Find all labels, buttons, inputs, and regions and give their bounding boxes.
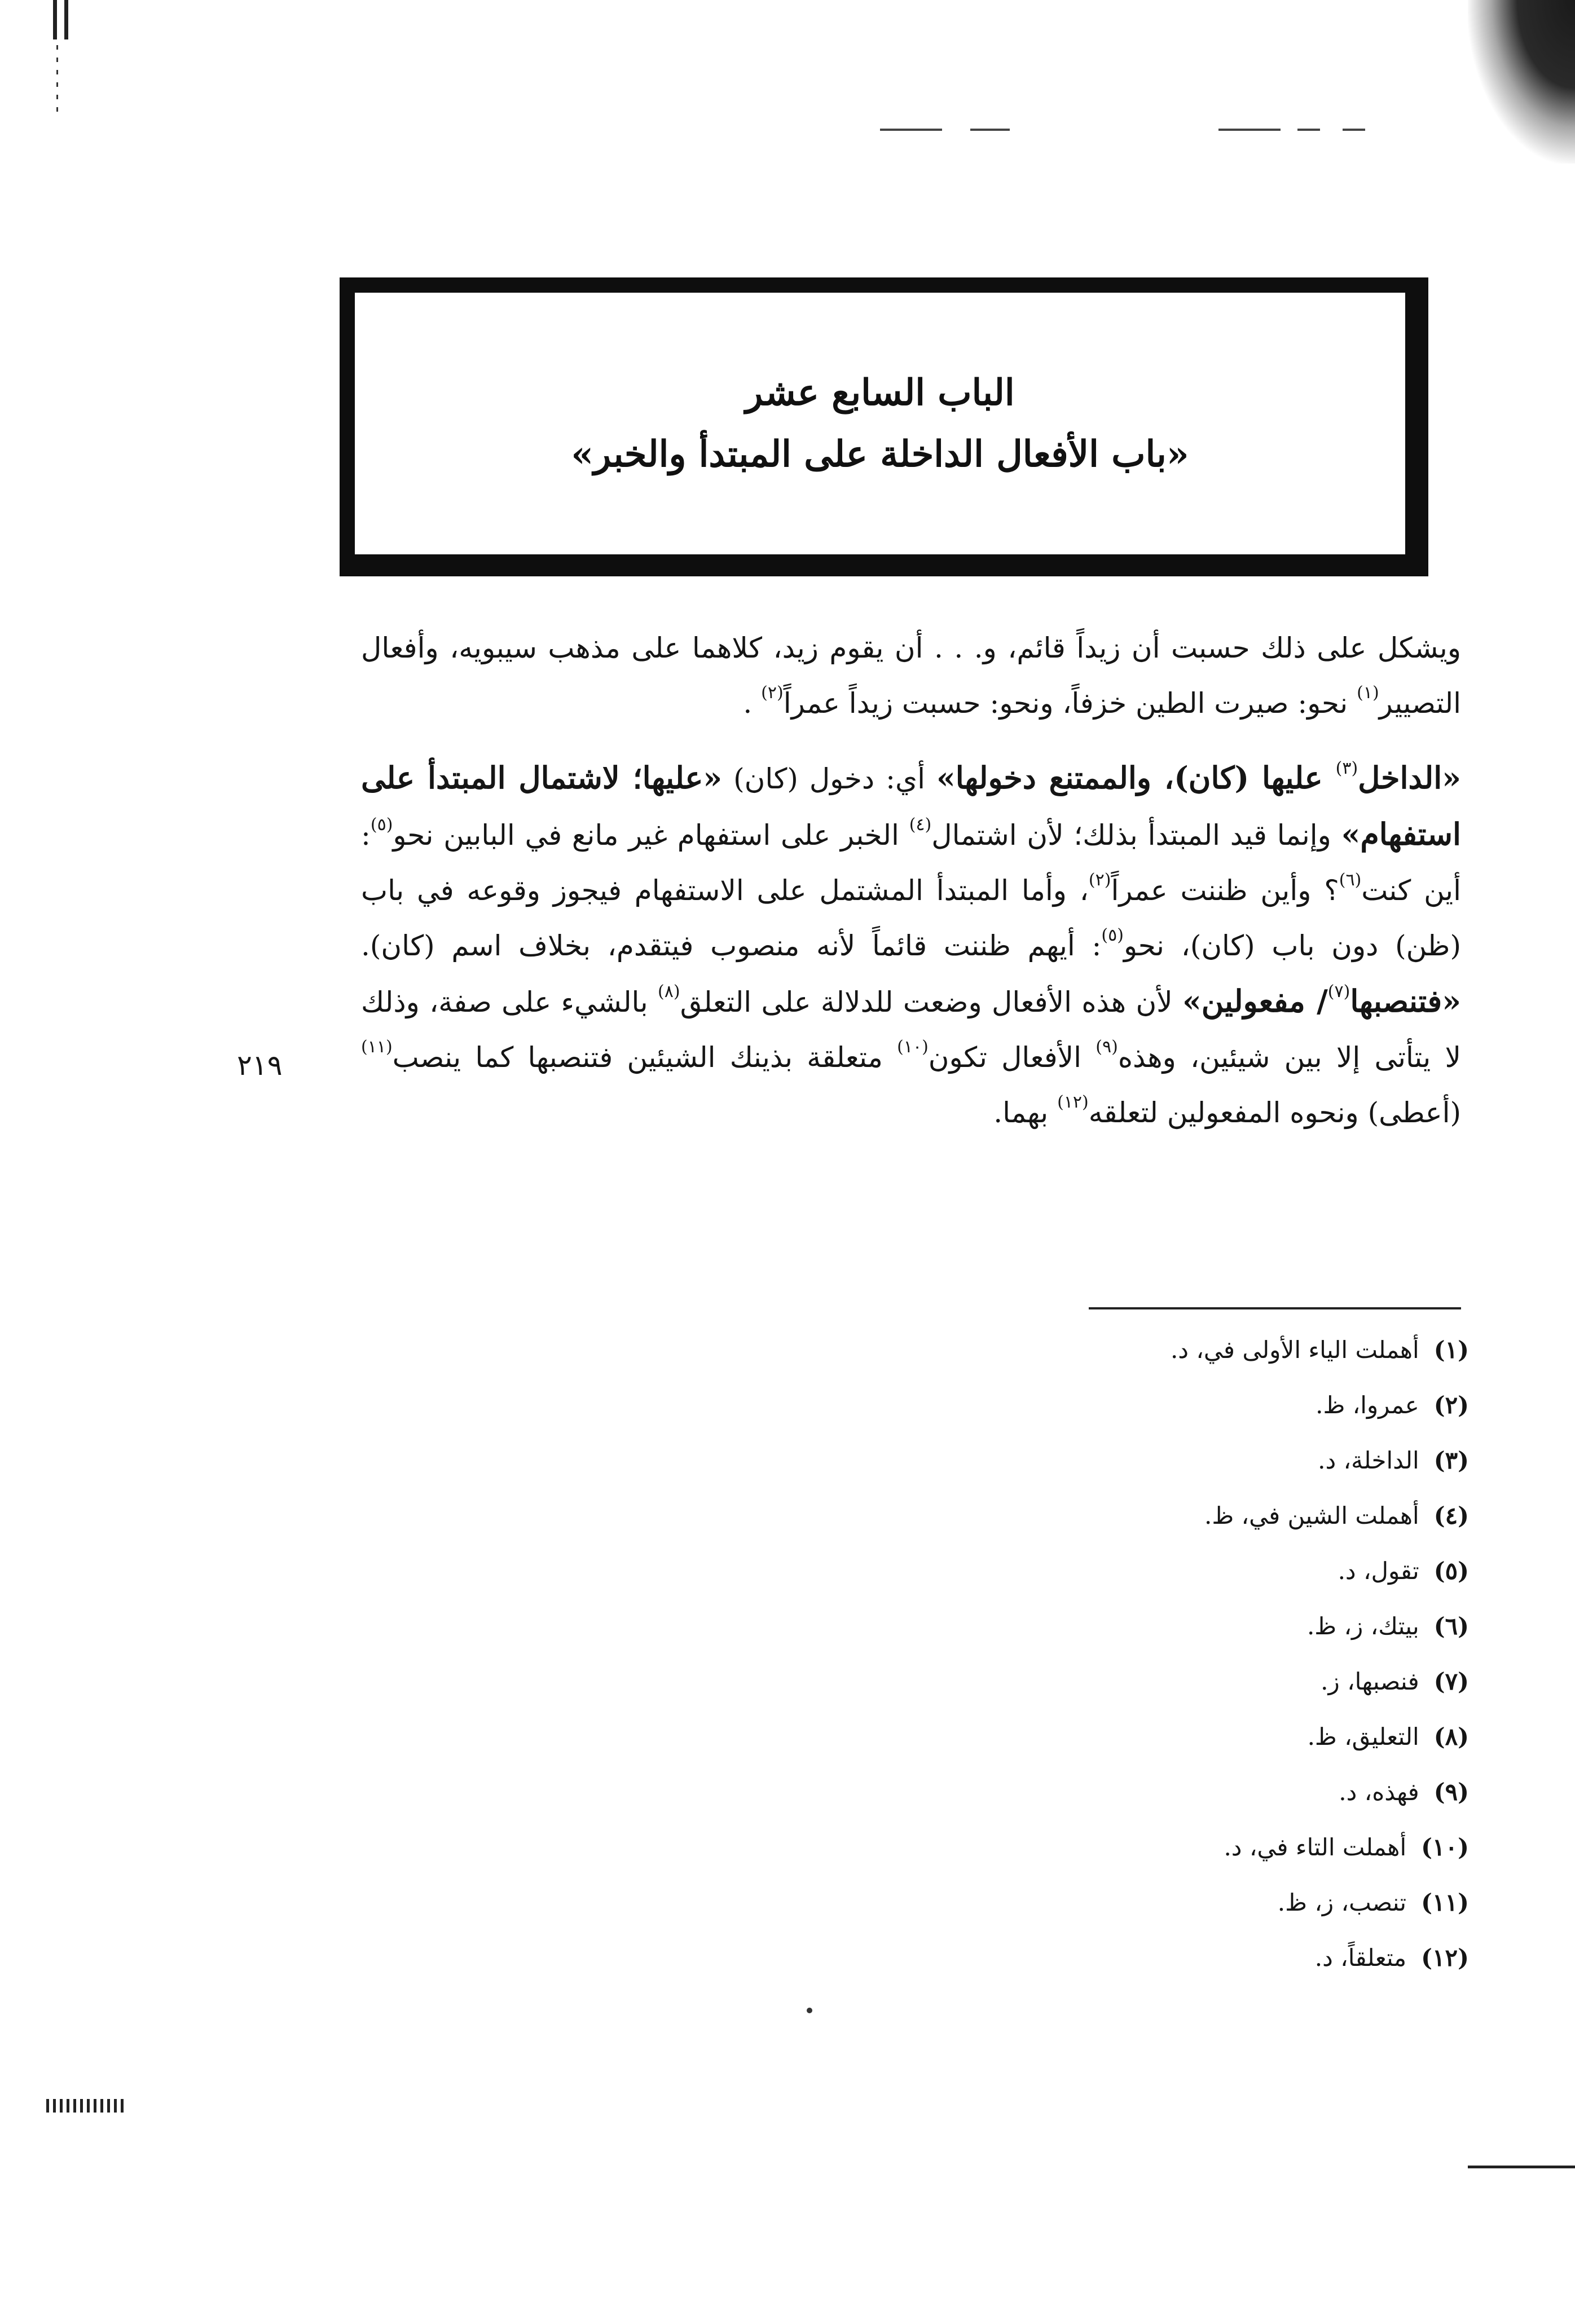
scan-rule [1468,2166,1575,2168]
paragraph-1 [361,620,1461,731]
footnote-text: بيتك، ز، ظ. [1306,1612,1419,1640]
binding-dots [56,45,58,118]
text-run: : أين كنت [361,819,1461,907]
footnote-text: تقول، د. [1338,1557,1419,1585]
footnote [848,1820,1469,1875]
footnote [848,1875,1469,1930]
paragraph-2 [361,750,1461,1140]
footnote-number: (١٠) [1421,1833,1469,1861]
footnote-ref: (٤) [909,815,932,835]
binding-mark [53,0,57,39]
footnote-ref: (٩) [1096,1037,1118,1057]
text-run: متعلقة بذينك الشيئين فتنصبها كما ينصب [392,1041,898,1074]
footnote-text: أهملت الياء الأولى في، د. [1170,1336,1419,1364]
bold-text: «الداخل [1358,760,1462,796]
footnote-ref: (٥) [1101,925,1124,945]
footnote-number: (٦) [1433,1612,1469,1640]
footnote-number: (١٢) [1421,1944,1469,1972]
footnote-ref: (٧) [1327,982,1350,1002]
footnote-ref: (١١) [361,1037,393,1057]
text-run: (أعطى) ونحوه المفعولين لتعلقه [1088,1096,1461,1129]
footnote-separator [1089,1307,1461,1309]
chapter-title-box [327,265,1438,581]
bold-text: عليها (كان)، والممتنع دخولها» [936,760,1336,796]
footnote-number: (٣) [1433,1447,1469,1474]
text-run: نحو: صيرت الطين خزفاً، ونحو: حسبت زيداً عمراً [783,687,1357,720]
footnote-number: (٨) [1433,1723,1469,1750]
text-run: أي: دخول (كان) [722,762,936,795]
footnote-ref: (٨) [658,982,680,1002]
text-run: : أيهم ظننت قائماً لأنه منصوب فيتقدم، بخلاف اسم (كان). [361,929,1102,962]
text-run: الأفعال تكون [928,1041,1096,1074]
chapter-subtitle: «باب الأفعال الداخلة على المبتدأ والخبر» [571,433,1189,475]
footnotes-list [848,1322,1469,1986]
stray-dot [807,2008,812,2013]
footnote-ref: (٦) [1339,870,1362,890]
footnote-text: التعليق، ظ. [1307,1723,1419,1750]
footnote-text: متعلقاً، د. [1314,1944,1407,1972]
footnote-ref: (١٢) [1057,1092,1089,1112]
text-run: ، وأما المبتدأ المشتمل على الاستفهام فيجوز وقوعه في باب (ظن) دون باب (كان)، نحو [361,874,1461,962]
footnote-number: (٩) [1433,1778,1469,1806]
scan-dash [880,129,942,131]
footnote-text: فنصبها، ز. [1321,1668,1419,1695]
footnote-text: أهملت الشين في، ظ. [1204,1502,1419,1529]
footnote-number: (١١) [1421,1889,1469,1916]
text-run: لأن هذه الأفعال وضعت للدلالة على التعلق [680,986,1183,1018]
scan-dash [1297,129,1320,131]
footnote-number: (١) [1433,1336,1469,1364]
footnote-ref: (١) [1357,683,1379,703]
footnote-number: (٧) [1433,1668,1469,1695]
footnote-text: الداخلة، د. [1318,1447,1419,1474]
footnote [848,1433,1469,1488]
page-number: ٢١٩ [237,1049,283,1082]
text-run: بالشيء على صفة، وذلك لا يتأتى إلا بين شيئين، وهذه [361,986,1461,1074]
footnote-text: فهذه، د. [1339,1778,1419,1806]
text-run: ويشكل على ذلك حسبت أن زيداً قائم، و. . . أن يقوم زيد، كلاهما على مذهب سيبويه، وأفعال التصيير [361,632,1461,720]
scan-smudge [46,2099,125,2113]
title-frame [350,288,1410,559]
footnote [848,1322,1469,1378]
bold-text: «فتنصبها [1350,983,1461,1019]
text-run: الخبر على استفهام غير مانع في البابين نحو [393,819,909,852]
footnote-ref: (٢) [761,683,784,703]
footnote-number: (٢) [1433,1391,1469,1419]
footnote [848,1544,1469,1599]
footnote-number: (٥) [1433,1557,1469,1585]
footnote-ref: (٥) [370,815,393,835]
footnote [848,1654,1469,1709]
text-run: . [743,687,762,720]
text-run: بهما. [993,1096,1058,1129]
scan-dash [1343,129,1365,131]
footnote [848,1765,1469,1820]
bold-text: «عليها؛ لاشتمال المبتدأ على استفهام» [361,760,1461,852]
scan-dash [970,129,1010,131]
scan-shadow-corner [1468,0,1575,164]
footnote-text: عمروا، ظ. [1316,1391,1419,1419]
footnote [848,1488,1469,1544]
text-run: ؟ وأين ظننت عمراً [1111,874,1339,907]
footnote [848,1709,1469,1765]
footnote-text: أهملت التاء في، د. [1224,1833,1407,1861]
text-run: وإنما قيد المبتدأ بذلك؛ لأن اشتمال [931,819,1341,852]
footnote-number: (٤) [1433,1502,1469,1529]
footnote [848,1930,1469,1986]
scan-dash [1218,129,1281,131]
footnote [848,1378,1469,1433]
footnote-ref: (٢) [1088,870,1111,890]
footnote-ref: (٣) [1335,759,1358,778]
footnote [848,1599,1469,1654]
footnote-ref: (١٠) [897,1037,929,1057]
footnote-text: تنصب، ز، ظ. [1277,1889,1407,1916]
bold-text: / مفعولين» [1182,983,1328,1019]
binding-mark [64,0,68,39]
chapter-title: الباب السابع عشر [745,372,1015,414]
